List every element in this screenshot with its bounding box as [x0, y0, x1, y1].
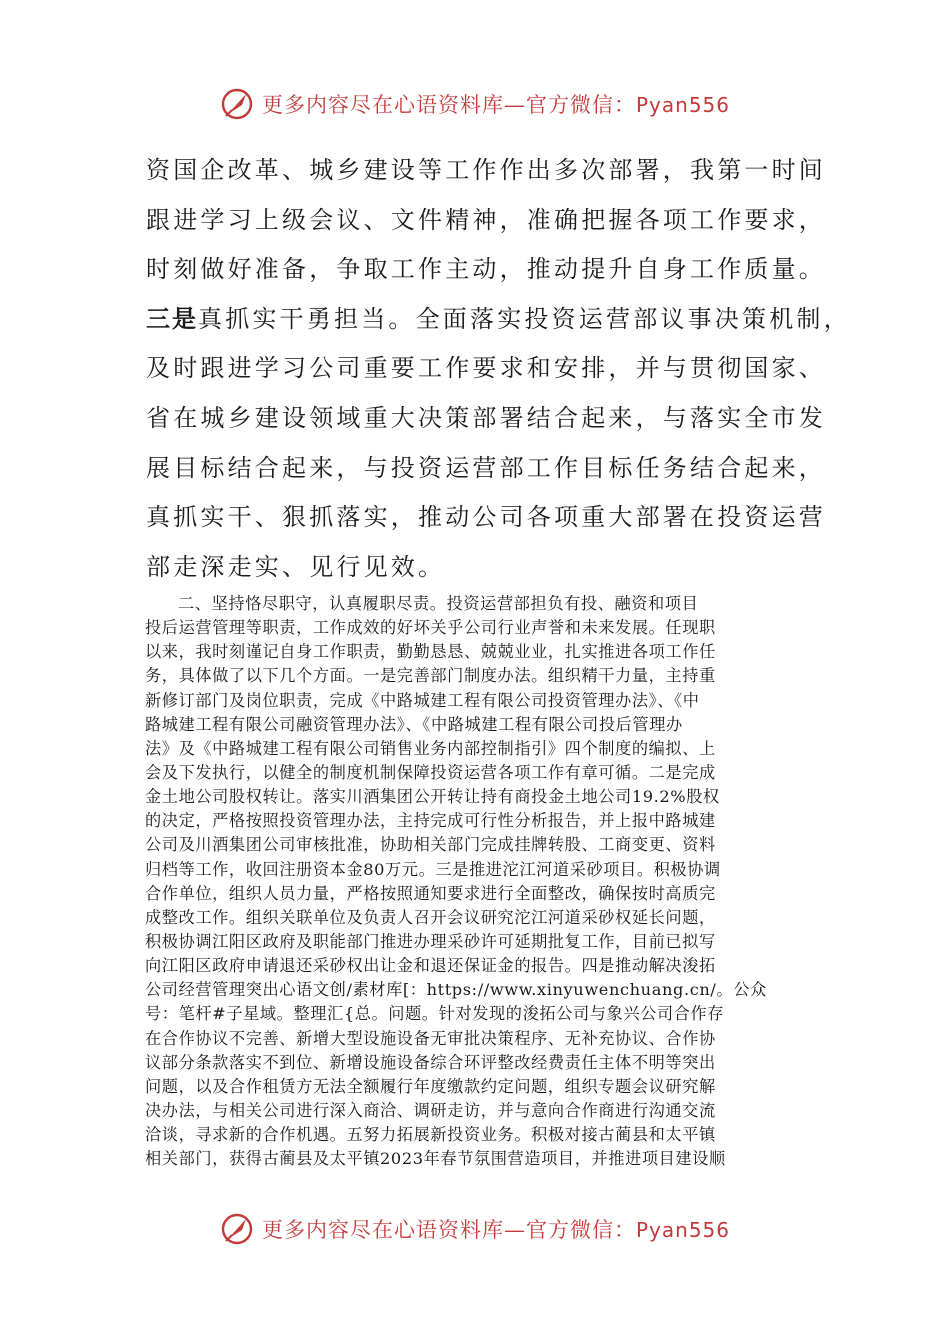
banner-dash: — — [503, 93, 526, 117]
footer-banner — [0, 1209, 950, 1249]
body-line: 资国企改革、城乡建设等工作作出多次部署，我第一时间 — [146, 156, 826, 184]
paragraph-line: 合作单位，组织人员力量，严格按照通知要求进行全面整改，确保按时高质完 — [145, 883, 716, 903]
paragraph-line: 公司经营管理突出心语文创/素材库[：https://www.xinyuwenchuang.cn/。公众 — [145, 980, 767, 1000]
paragraph-line: 积极协调江阳区政府及职能部门推进办理采砂许可延期批复工作，目前已拟写 — [145, 931, 716, 951]
header-banner — [0, 84, 950, 124]
banner-label: 官方微信： — [525, 93, 636, 117]
paragraph-line: 务，具体做了以下几个方面。一是完善部门制度办法。组织精干力量，主持重 — [145, 666, 716, 686]
body-line: 展目标结合起来，与投资运营部工作目标任务结合起来， — [146, 453, 826, 482]
paragraph-line: 路城建工程有限公司融资管理办法》、《中路城建工程有限公司投后管理办 — [145, 714, 683, 734]
lead-rest: 真抓实干勇担当。全面落实投资运营部议事决策机制， — [198, 304, 851, 333]
banner-text — [262, 89, 730, 119]
large-body-text — [146, 146, 851, 592]
body-line: 及时跟进学习公司重要工作要求和安排，并与贯彻国家、 — [146, 354, 826, 383]
paragraph-line: 的决定，严格按照投资管理办法，主持完成可行性分析报告，并上报中路城建 — [145, 811, 716, 831]
small-body-text — [145, 592, 809, 1171]
paragraph-line: 成整改工作。组织关联单位及负责人召开会议研究沱江河道采砂权延长问题， — [145, 907, 716, 927]
paragraph-line: 决办法，与相关公司进行深入商洽、调研走访，并与意向合作商进行沟通交流 — [145, 1100, 716, 1120]
paragraph-line: 向江阳区政府申请退还采砂权出让金和退还保证金的报告。四是推动解决浚拓 — [145, 956, 716, 976]
paragraph-line: 金土地公司股权转让。落实川酒集团公开转让持有商投金土地公司19.2%股权 — [145, 787, 720, 807]
banner-account: Pyan556 — [635, 93, 730, 117]
lead-phrase: 三是 — [146, 304, 198, 333]
banner-brand: 更多内容尽在心语资料库 — [261, 93, 504, 117]
body-line: 真抓实干、狠抓落实，推动公司各项重大部署在投资运营 — [146, 503, 826, 532]
paragraph-line: 洽谈，寻求新的合作机遇。五努力拓展新投资业务。积极对接古蔺县和太平镇 — [145, 1125, 716, 1145]
banner-dash: — — [503, 1218, 526, 1242]
paragraph-line: 在合作协议不完善、新增大型设施设备无审批决策程序、无补充协议、合作协 — [145, 1028, 716, 1048]
body-line: 跟进学习上级会议、文件精神，准确把握各项工作要求， — [146, 205, 826, 234]
body-line: 时刻做好准备，争取工作主动，推动提升自身工作质量。 — [146, 255, 826, 284]
paragraph-line: 归档等工作，收回注册资本金80万元。三是推进沱江河道采砂项目。积极协调 — [145, 859, 721, 879]
paragraph-line: 投后运营管理等职责，工作成效的好坏关乎公司行业声誉和未来发展。任现职 — [145, 618, 716, 638]
body-line-with-lead — [146, 295, 851, 345]
paragraph-line: 号：笔杆#子星域。整理汇{总。问题。针对发现的浚拓公司与象兴公司合作存 — [145, 1004, 725, 1024]
paragraph-line: 二、坚持恪尽职守，认真履职尽责。投资运营部担负有投、融资和项目 — [178, 594, 699, 613]
banner-brand: 更多内容尽在心语资料库 — [261, 1218, 504, 1242]
quill-pen-logo-icon — [220, 1212, 254, 1246]
paragraph-line: 法》及《中路城建工程有限公司销售业务内部控制指引》四个制度的编拟、上 — [145, 738, 716, 758]
banner-text — [262, 1214, 730, 1244]
paragraph-line: 相关部门，获得古蔺县及太平镇2023年春节氛围营造项目，并推进项目建设顺 — [145, 1149, 726, 1169]
paragraph-line: 问题，以及合作租赁方无法全额履行年度缴款约定问题，组织专题会议研究解 — [145, 1076, 716, 1096]
banner-account: Pyan556 — [635, 1218, 730, 1242]
paragraph-line: 议部分条款落实不到位、新增设施设备综合环评整改经费责任主体不明等突出 — [145, 1052, 716, 1072]
paragraph-line: 公司及川酒集团公司审核批准，协助相关部门完成挂牌转股、工商变更、资料 — [145, 835, 716, 855]
body-line: 部走深走实、见行见效。 — [146, 552, 446, 581]
paragraph-line: 新修订部门及岗位职责，完成《中路城建工程有限公司投资管理办法》、《中 — [145, 690, 700, 710]
quill-pen-logo-icon — [220, 87, 254, 121]
body-line: 省在城乡建设领域重大决策部署结合起来，与落实全市发 — [146, 403, 826, 432]
paragraph-line: 会及下发执行，以健全的制度机制保障投资运营各项工作有章可循。二是完成 — [145, 762, 716, 782]
banner-label: 官方微信： — [525, 1218, 636, 1242]
paragraph-line: 以来，我时刻谨记自身工作职责，勤勤恳恳、兢兢业业，扎实推进各项工作任 — [145, 642, 716, 662]
